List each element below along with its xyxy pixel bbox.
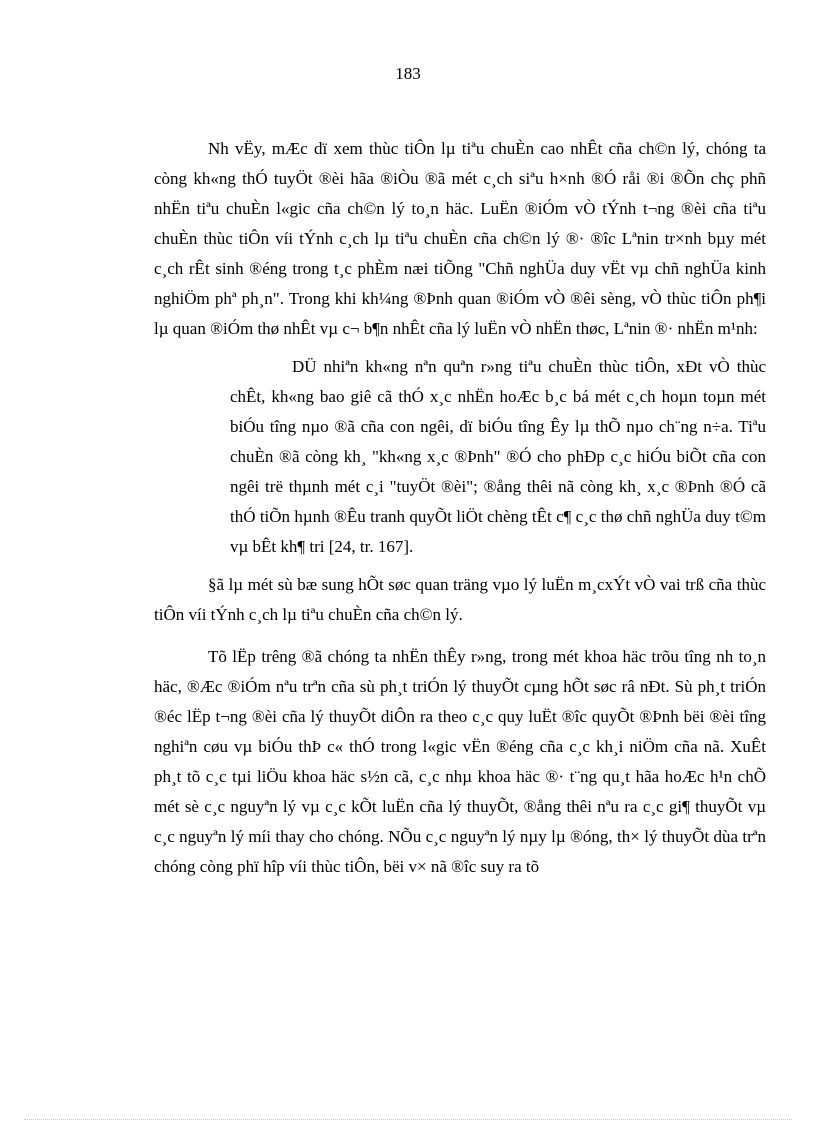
- page-number: 183: [395, 64, 421, 83]
- page-bottom-divider: [24, 1119, 792, 1120]
- paragraph-2: §ã lµ mét sù bæ sung hÕt søc quan träng vµo lý luËn m¸cxÝt vÒ vai trß cña thùc tiÔn víi tÝnh c¸ch lµ tiªu chuÈn cña ch©n lý.: [154, 575, 766, 624]
- block-quote: DÜ nhiªn kh«ng nªn quªn r»ng tiªu chuÈn thùc tiÔn, xÐt vÒ thùc chÊt, kh«ng bao giê cã thÓ x¸c nhËn hoÆc b¸c bá mét c¸ch hoµn toµn mét biÓu tîng nµo ®ã cña con ngêi, dï biÓu tîng Êy lµ thÕ nµo ch¨ng n÷a. Tiªu chuÈn ®ã còng kh¸ "kh«ng x¸c ®Þnh" ®Ó cho phÐp c¸c hiÓu biÕt cña con ngêi trë thµnh mét c¸i "tuyÖt ®èi"; ®ång thêi nã còng kh¸ x¸c ®Þnh ®Ó cã thÓ tiÕn hµnh ®Êu tranh quyÕt liÖt chèng tÊt c¶ c¸c thø chñ nghÜa duy t©m vµ bÊt kh¶ tri [24, tr. 167].: [230, 357, 766, 556]
- body-text: [154, 134, 766, 882]
- paragraph-1: Nh vËy, mÆc dï xem thùc tiÔn lµ tiªu chuÈn cao nhÊt cña ch©n lý, chóng ta còng kh«ng thÓ tuyÖt ®èi hãa ®iÒu ®ã mét c¸ch siªu h×nh ®Ó råi ®i ®Õn chç phñ nhËn tiªu chuÈn l«gic cña ch©n lý to¸n häc. LuËn ®iÓm vÒ tÝnh t¬ng ®èi cña tiªu chuÈn thùc tiÔn víi tÝnh c¸ch lµ tiªu chuÈn cña ch©n lý ®· ®îc Lªnin tr×nh bµy mét c¸ch rÊt sinh ®éng trong t¸c phÈm næi tiÕng "Chñ nghÜa duy vËt vµ chñ nghÜa kinh nghiÖm phª ph¸n". Trong khi kh¼ng ®Þnh quan ®iÓm vÒ ®êi sèng, vÒ thùc tiÔn ph¶i lµ quan ®iÓm thø nhÊt vµ c¬ b¶n nhÊt cña lý luËn vÒ nhËn thøc, Lªnin ®· nhËn m¹nh:: [154, 139, 766, 338]
- paragraph-3: Tõ lËp trêng ®ã chóng ta nhËn thÊy r»ng, trong mét khoa häc trõu tîng nh to¸n häc, ®Æc ®iÓm nªu trªn cña sù ph¸t triÓn lý thuyÕt cµng hÕt søc râ nÐt. Sù ph¸t triÓn ®éc lËp t¬ng ®èi cña lý thuyÕt diÔn ra theo c¸c quy luËt ®îc quyÕt ®Þnh bëi ®èi tîng nghiªn cøu vµ biÓu thÞ c« thÓ trong l«gic vËn ®éng cña c¸c kh¸i niÖm cña nã. XuÊt ph¸t tõ c¸c tµi liÖu khoa häc s½n cã, c¸c nhµ khoa häc ®· t¨ng qu¸t hãa hoÆc h¹n chÕ mét sè c¸c nguyªn lý vµ c¸c kÕt luËn cña lý thuyÕt, ®ång thêi nªu ra c¸c gi¶ thuyÕt vµ c¸c nguyªn lý míi thay cho chóng. NÕu c¸c nguyªn lý nµy lµ ®óng, th× lý thuyÕt dùa trªn chóng còng phï hîp víi thùc tiÔn, bëi v× nã ®îc suy ra tõ: [154, 647, 766, 876]
